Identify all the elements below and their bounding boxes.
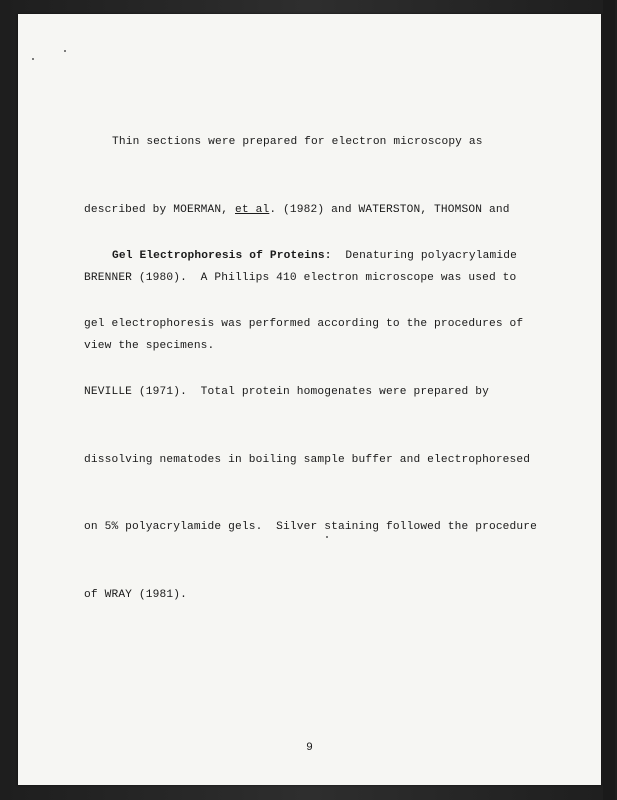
text-line-content: Denaturing polyacrylamide xyxy=(331,250,517,263)
text-line xyxy=(84,381,564,404)
text-line xyxy=(84,584,564,607)
text-line xyxy=(84,131,564,154)
section-heading: Gel Electrophoresis of Proteins: xyxy=(112,250,332,263)
scan-speck xyxy=(64,50,66,52)
document-page xyxy=(18,14,601,785)
text-line-content: view the specimens. xyxy=(84,339,215,352)
text-line-content: dissolving nematodes in boiling sample buffer and electrophoresed xyxy=(84,453,531,466)
text-line xyxy=(84,313,564,336)
scan-edge-strip xyxy=(603,0,615,800)
paragraph-gel-electrophoresis xyxy=(84,200,564,652)
text-line xyxy=(84,245,564,268)
page-number: 9 xyxy=(306,742,313,754)
text-line-content: Thin sections were prepared for electron microscopy as xyxy=(112,136,483,149)
text-line-content: BRENNER (1980). A Phillips 410 electron microscope was used to xyxy=(84,271,517,284)
underlined-citation: et al xyxy=(235,203,270,216)
text-line-content: of WRAY (1981). xyxy=(84,589,187,602)
text-line xyxy=(84,516,564,539)
text-line-content: . (1982) and WATERSTON, THOMSON and xyxy=(269,203,510,216)
scan-speck xyxy=(32,58,34,60)
text-line-content: on 5% polyacrylamide gels. Silver staining followed the procedure xyxy=(84,521,537,534)
text-line-content: NEVILLE (1971). Total protein homogenates were prepared by xyxy=(84,385,489,398)
text-line xyxy=(84,449,564,472)
text-line-content: gel electrophoresis was performed according to the procedures of xyxy=(84,317,524,330)
text-line-content: described by MOERMAN, xyxy=(84,203,235,216)
